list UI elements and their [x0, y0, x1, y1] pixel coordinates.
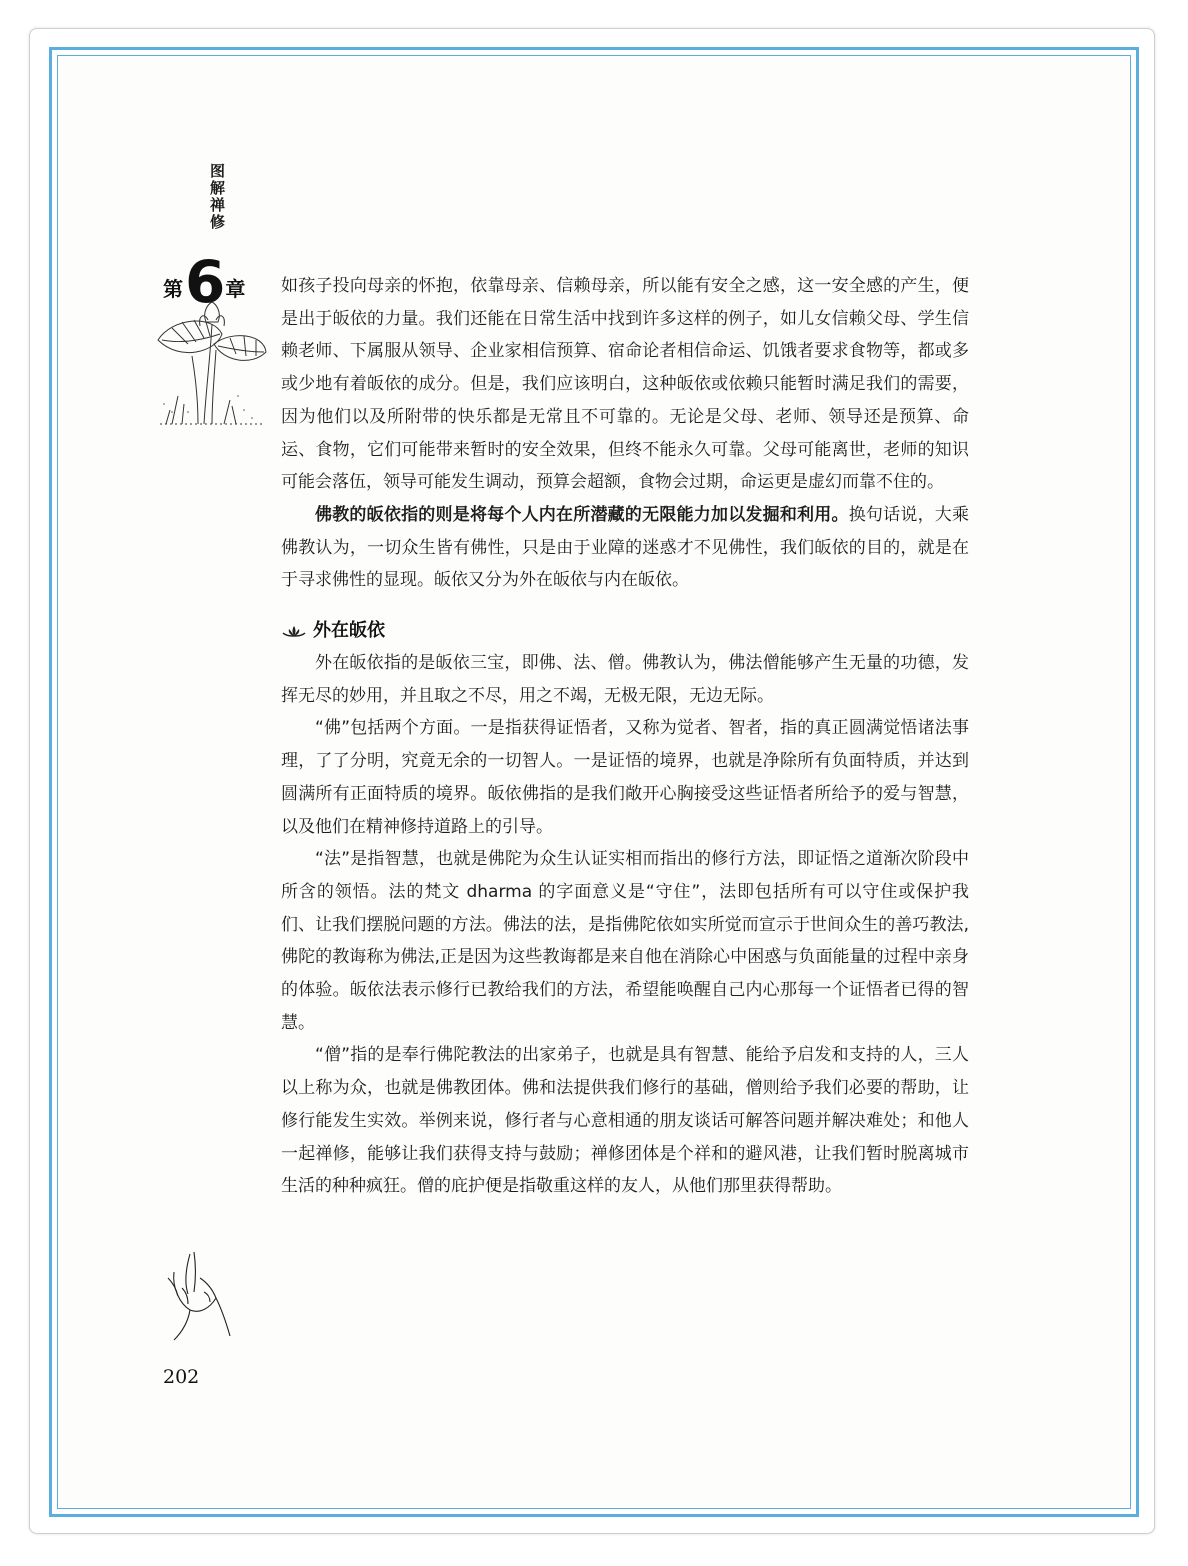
paragraph-sangha: “僧”指的是奉行佛陀教法的出家弟子，也就是具有智慧、能给予启发和支持的人，三人以上称为众，也就是佛教团体。佛和法提供我们修行的基础，僧则给予我们必要的帮助，让修行能发生实效。举例来说，修行者与心意相通的朋友谈话可解答问题并解决难处；和他人一起禅修，能够让我们获得支持与鼓励；禅修团体是个祥和的避风港，让我们暂时脱离城市生活的种种疯狂。僧的庇护便是指敬重这样的友人，从他们那里获得帮助。 [281, 1045, 969, 1197]
lotus-icon [281, 624, 307, 638]
chapter-prefix: 第 [163, 277, 183, 301]
section-heading [281, 615, 969, 647]
section-heading-text: 外在皈依 [313, 620, 385, 642]
paragraph-dharma: “法”是指智慧，也就是佛陀为众生认证实相而指出的修行方法，即证悟之道渐次阶段中所含的领悟。法的梵文 dharma 的字面意义是“守住”，法即包括所有可以守住或保护我们、让我们摆脱问题的方法。佛法的法，是指佛陀依如实所觉而宣示于世间众生的善巧教法,佛陀的教诲称为佛法,正是因为这些教诲都是来自他在消除心中困惑与负面能量的过程中亲身的体验。皈依法表示修行已教给我们的方法，希望能唤醒自己内心那每一个证悟者已得的智慧。 [281, 849, 969, 1033]
mudra-hand-illustration [160, 1248, 238, 1344]
bold-statement: 佛教的皈依指的则是将每个人内在所潜藏的无限能力加以发掘和利用。 [315, 504, 849, 525]
lotus-illustration [152, 300, 270, 426]
book-title: 图解禅修 [208, 163, 226, 231]
page-number: 202 [163, 1366, 200, 1388]
paragraph-definition-rest: 换句话说，大乘佛教认为，一切众生皆有佛性，只是由于业障的迷惑才不见佛性，我们皈依的目的，就是在于寻求佛性的显现。皈依又分为外在皈依与内在皈依。 [281, 504, 970, 591]
chapter-suffix: 章 [225, 277, 246, 301]
paragraph-external-refuge: 外在皈依指的是皈依三宝，即佛、法、僧。佛教认为，佛法僧能够产生无量的功德，发挥无尽的妙用，并且取之不尽，用之不竭，无极无限，无边无际。 [281, 653, 969, 706]
paragraph-buddha: “佛”包括两个方面。一是指获得证悟者，又称为觉者、智者，指的真正圆满觉悟诸法事理，了了分明，究竟无余的一切智人。一是证悟的境界，也就是净除所有负面特质，并达到圆满所有正面特质的境界。皈依佛指的是我们敞开心胸接受这些证悟者所给予的爱与智慧，以及他们在精神修持道路上的引导。 [281, 718, 969, 837]
paragraph-intro: 如孩子投向母亲的怀抱，依靠母亲、信赖母亲，所以能有安全之感，这一安全感的产生，便是出于皈依的力量。我们还能在日常生活中找到许多这样的例子，如儿女信赖父母、学生信赖老师、下属服从领导、企业家相信预算、宿命论者相信命运、饥饿者要求食物等，都或多或少地有着皈依的成分。但是，我们应该明白，这种皈依或依赖只能暂时满足我们的需要，因为他们以及所附带的快乐都是无常且不可靠的。无论是父母、老师、领导还是预算、命运、食物，它们可能带来暂时的安全效果，但终不能永久可靠。父母可能离世，老师的知识可能会落伍，领导可能发生调动，预算会超额，食物会过期，命运更是虚幻而靠不住的。 [281, 276, 969, 493]
chapter-number: 6 [185, 248, 224, 316]
main-text [281, 270, 969, 1203]
paragraph-definition [281, 499, 969, 597]
